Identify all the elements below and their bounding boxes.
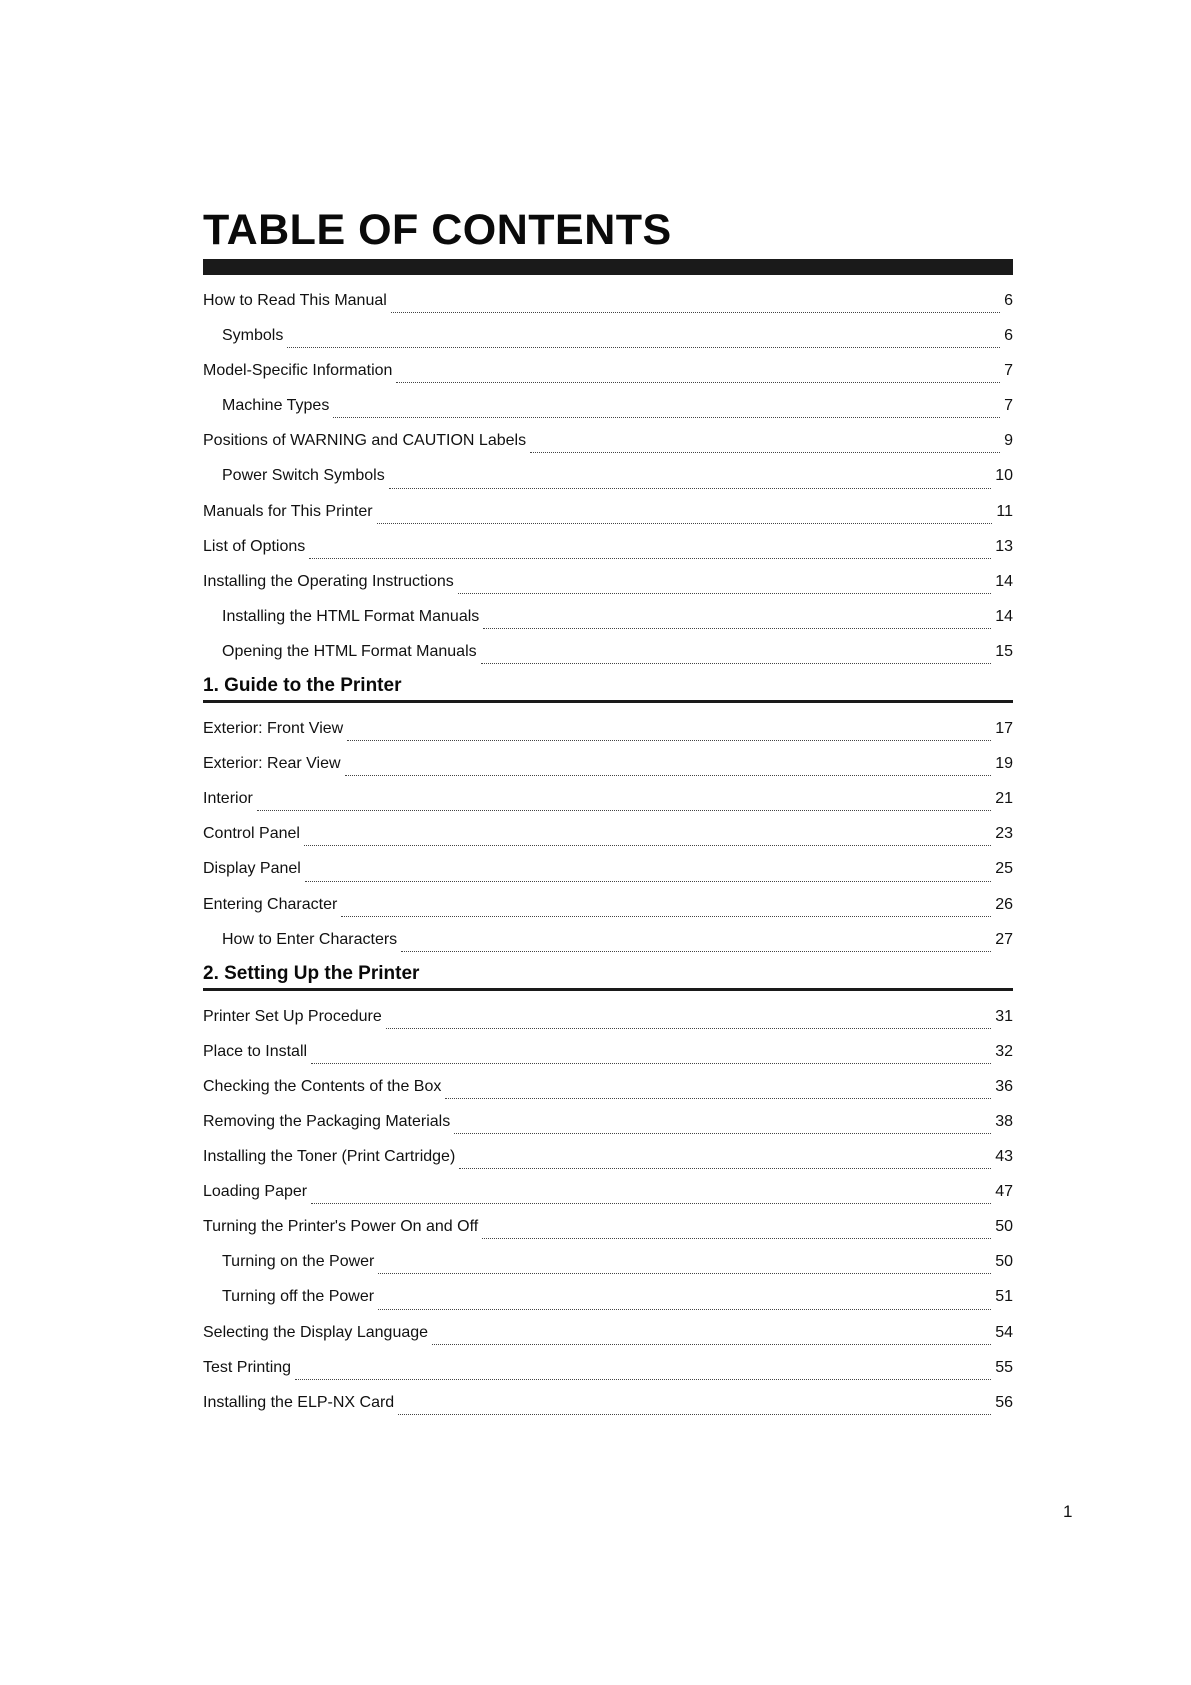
dot-leader <box>483 628 991 629</box>
chapter-2 <box>203 961 1013 1420</box>
toc-subentry[interactable] <box>203 388 1013 423</box>
toc-entry[interactable] <box>203 851 1013 886</box>
toc-entry-title: Manuals for This Printer <box>203 502 373 520</box>
dot-leader <box>311 1203 991 1204</box>
toc-entry[interactable] <box>203 1034 1013 1069</box>
toc-entry[interactable] <box>203 1104 1013 1139</box>
toc-entry-page: 32 <box>995 1042 1013 1060</box>
toc-content <box>203 205 1013 1420</box>
toc-entry[interactable] <box>203 1174 1013 1209</box>
toc-entry-page: 27 <box>995 930 1013 948</box>
toc-entry[interactable] <box>203 529 1013 564</box>
chapter-heading: 1. Guide to the Printer <box>203 673 1013 703</box>
toc-entry-title: Turning the Printer's Power On and Off <box>203 1218 479 1236</box>
dot-leader <box>445 1098 991 1099</box>
toc-subentry[interactable] <box>203 922 1013 957</box>
toc-entry-title: Place to Install <box>203 1042 308 1060</box>
toc-entry-title: How to Read This Manual <box>203 292 387 309</box>
toc-entry-title: Installing the Operating Instructions <box>203 572 454 590</box>
toc-entry-title: Power Switch Symbols <box>222 467 385 485</box>
toc-entry[interactable] <box>203 816 1013 851</box>
toc-entry[interactable] <box>203 746 1013 781</box>
chapter-entry-list <box>203 711 1013 957</box>
toc-entry-title: Test Printing <box>203 1358 292 1376</box>
dot-leader <box>378 1273 991 1274</box>
toc-entry[interactable] <box>203 1350 1013 1385</box>
toc-entry-page: 14 <box>995 607 1013 625</box>
toc-entry-title: Turning off the Power <box>222 1288 375 1306</box>
toc-subentry[interactable] <box>203 458 1013 493</box>
toc-entry-title: Symbols <box>222 327 284 345</box>
toc-entry-title: Control Panel <box>203 825 300 843</box>
toc-intro-list <box>203 283 1013 669</box>
toc-entry-page: 10 <box>995 467 1013 485</box>
dot-leader <box>377 523 993 524</box>
toc-entry-page: 26 <box>995 895 1013 913</box>
toc-entry-title: Opening the HTML Format Manuals <box>222 642 477 660</box>
dot-leader <box>305 881 991 882</box>
toc-entry-page: 54 <box>995 1323 1013 1341</box>
dot-leader <box>378 1309 991 1310</box>
chapter-entry-list <box>203 999 1013 1420</box>
toc-entry-page: 25 <box>995 860 1013 878</box>
toc-entry-title: Removing the Packaging Materials <box>203 1112 451 1130</box>
toc-entry-title: Printer Set Up Procedure <box>203 1007 382 1025</box>
toc-entry[interactable] <box>203 494 1013 529</box>
dot-leader <box>530 452 1000 453</box>
dot-leader <box>304 845 991 846</box>
toc-entry-page: 36 <box>995 1077 1013 1095</box>
toc-entry[interactable] <box>203 1209 1013 1244</box>
toc-entry[interactable] <box>203 999 1013 1034</box>
toc-entry-page: 9 <box>1004 432 1013 450</box>
toc-entry[interactable] <box>203 1385 1013 1420</box>
toc-subentry[interactable] <box>203 1279 1013 1314</box>
toc-entry-title: Model-Specific Information <box>203 362 393 380</box>
dot-leader <box>396 382 1000 383</box>
toc-entry-page: 51 <box>995 1288 1013 1306</box>
dot-leader <box>389 488 991 489</box>
dot-leader <box>347 740 991 741</box>
toc-entry-page: 7 <box>1004 362 1013 380</box>
toc-entry-page: 6 <box>1004 292 1013 309</box>
toc-entry-title: Installing the Toner (Print Cartridge) <box>203 1148 456 1166</box>
toc-entry-title: List of Options <box>203 537 306 555</box>
toc-entry-title: Machine Types <box>222 397 330 415</box>
toc-entry-page: 17 <box>995 720 1013 738</box>
dot-leader <box>287 347 1000 348</box>
toc-entry-title: Checking the Contents of the Box <box>203 1077 442 1095</box>
toc-entry-title: How to Enter Characters <box>222 930 398 948</box>
toc-entry-page: 50 <box>995 1253 1013 1271</box>
toc-entry-page: 47 <box>995 1183 1013 1201</box>
dot-leader <box>333 417 1000 418</box>
toc-entry-page: 19 <box>995 755 1013 773</box>
dot-leader <box>309 558 991 559</box>
dot-leader <box>341 916 991 917</box>
toc-subentry[interactable] <box>203 599 1013 634</box>
dot-leader <box>311 1063 991 1064</box>
toc-entry-page: 56 <box>995 1393 1013 1411</box>
toc-subentry[interactable] <box>203 1244 1013 1279</box>
toc-entry-page: 14 <box>995 572 1013 590</box>
toc-entry-page: 15 <box>995 642 1013 660</box>
toc-subentry[interactable] <box>203 634 1013 669</box>
dot-leader <box>345 775 992 776</box>
toc-entry-page: 6 <box>1004 327 1013 345</box>
toc-entry-title: Entering Character <box>203 895 338 913</box>
toc-entry[interactable] <box>203 887 1013 922</box>
toc-entry-title: Installing the ELP-NX Card <box>203 1393 395 1411</box>
toc-entry-title: Exterior: Rear View <box>203 755 341 773</box>
toc-entry-title: Selecting the Display Language <box>203 1323 429 1341</box>
toc-entry-page: 38 <box>995 1112 1013 1130</box>
toc-entry-title: Positions of WARNING and CAUTION Labels <box>203 432 527 450</box>
toc-entry[interactable] <box>203 564 1013 599</box>
toc-title: TABLE OF CONTENTS <box>203 206 672 254</box>
dot-leader <box>386 1028 991 1029</box>
toc-entry[interactable] <box>203 423 1013 458</box>
page-number: 1 <box>1063 1502 1073 1521</box>
toc-entry[interactable] <box>203 283 1013 318</box>
dot-leader <box>398 1414 991 1415</box>
toc-entry[interactable] <box>203 711 1013 746</box>
toc-subentry[interactable] <box>203 318 1013 353</box>
toc-entry-title: Turning on the Power <box>222 1253 375 1271</box>
toc-entry[interactable] <box>203 1139 1013 1174</box>
toc-entry[interactable] <box>203 781 1013 816</box>
title-rule <box>203 259 1013 275</box>
toc-entry[interactable] <box>203 1315 1013 1350</box>
toc-entry-title: Loading Paper <box>203 1183 308 1201</box>
toc-entry-title: Display Panel <box>203 860 301 878</box>
dot-leader <box>432 1344 991 1345</box>
dot-leader <box>454 1133 991 1134</box>
toc-entry-page: 55 <box>995 1358 1013 1376</box>
dot-leader <box>401 951 991 952</box>
dot-leader <box>295 1379 991 1380</box>
toc-entry-page: 13 <box>995 537 1013 555</box>
toc-entry-page: 50 <box>995 1218 1013 1236</box>
toc-entry-page: 21 <box>995 790 1013 808</box>
toc-entry-title: Installing the HTML Format Manuals <box>222 607 480 625</box>
dot-leader <box>481 663 992 664</box>
toc-entry-page: 23 <box>995 825 1013 843</box>
toc-entry-page: 11 <box>996 502 1013 520</box>
dot-leader <box>391 312 1000 313</box>
toc-entry-page: 7 <box>1004 397 1013 415</box>
toc-entry-title: Interior <box>203 790 253 808</box>
chapter-1 <box>203 673 1013 957</box>
dot-leader <box>482 1238 991 1239</box>
dot-leader <box>459 1168 991 1169</box>
dot-leader <box>458 593 991 594</box>
toc-entry-page: 43 <box>995 1148 1013 1166</box>
chapter-heading: 2. Setting Up the Printer <box>203 961 1013 991</box>
toc-entry-page: 31 <box>995 1007 1013 1025</box>
toc-entry[interactable] <box>203 353 1013 388</box>
toc-entry[interactable] <box>203 1069 1013 1104</box>
toc-entry-title: Exterior: Front View <box>203 720 344 738</box>
dot-leader <box>257 810 991 811</box>
